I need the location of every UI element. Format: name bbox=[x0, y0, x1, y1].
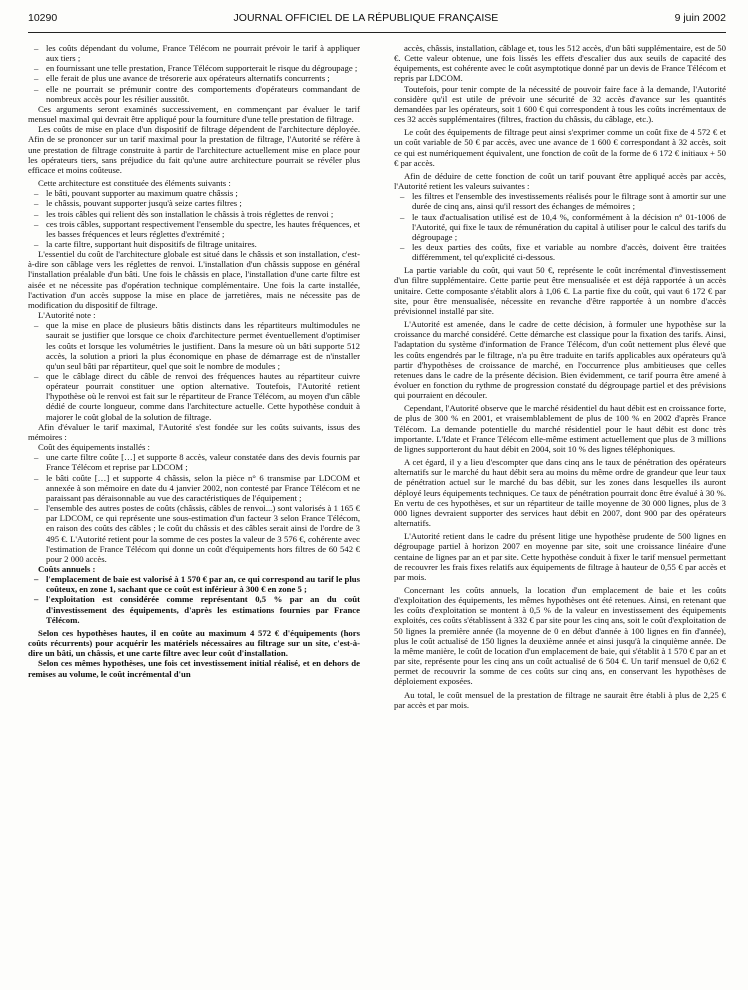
authority-notes-list bbox=[28, 320, 360, 422]
paragraph: Cependant, l'Autorité observe que le marché résidentiel du haut débit est en croissance forte, de plus de 300 % en 2001, et vraisemblablement de plus de 100 % en 2002 d'après France Télécom. La demande potentielle du marché résidentiel pour le haut débit est donc très importante. L'Idate et France Télécom elle-même estiment actuellement que plus de 3 millions de lignes supporteront du haut débit en 2004, soit 10 % des lignes téléphoniques. bbox=[394, 403, 726, 454]
list-item: – que la mise en place de plusieurs bâtis distincts dans les répartiteurs multimodules ne saurait se justifier que lorsque ce choix d'architecture permet éventuellement d'optimiser les coûts et lorsque les volumétries le justifient. Dans la mesure où un bâti supporte 512 accès, la solution a priori la plus économique en phase de démarrage est de n'installer qu'un seul bâti par répartiteur, quel que soit le nombre de modules ; bbox=[46, 320, 360, 371]
list-item: – le bâti coûte […] et supporte 4 châssis, selon la pièce n° 6 transmise par LDCOM et annexée à son mémoire en date du 4 janvier 2002, non contesté par France Télécom et ne paraissant pas déraisonnable au vue des caractéristiques de l'équipement ; bbox=[46, 473, 360, 503]
paragraph: Les coûts de mise en place d'un dispositif de filtrage dépendent de l'architecture déployée. Afin de se prononcer sur un tarif maximal pour la prestation de filtrage, l'Autorité se réfère à une prestation de filtrage construite à partir de l'architecture actuellement mise en place pour les opérateurs tiers, sans préjudice du fait qu'une autre architecture pourrait se révéler plus efficace et moins coûteuse. bbox=[28, 124, 360, 175]
paragraph: Cette architecture est constituée des éléments suivants : bbox=[38, 178, 231, 189]
list-item: – l'exploitation est considérée comme représentant 0,5 % par an du coût d'investissement des équipements, d'après les estimations fournies par France Télécom. bbox=[46, 594, 360, 624]
paragraph: accès, châssis, installation, câblage et, tous les 512 accès, d'un bâti supplémentaire, est de 50 €. Cette valeur obtenue, une fois lissés les effets d'escalier dus aux seuils de capacité des équipements, est cohérente avec le coût asymptotique donné par un devis de France Télécom et repris par LDCOM. bbox=[394, 43, 726, 84]
architecture-list bbox=[28, 188, 360, 249]
retained-values-list bbox=[394, 191, 726, 262]
list-item: – elle ferait de plus une avance de trésorerie aux opérateurs alternatifs concurrents ; bbox=[46, 73, 360, 83]
paragraph: L'essentiel du coût de l'architecture globale est situé dans le châssis et son installation, c'est-à-dire son câblage vers les réglettes de renvoi. L'installation d'un châssis suppose en général l'installation préalable d'un bâti. Une fois le châssis en place, l'installation d'une carte filtre est aisée et ne nécessite pas d'opération technique complémentaire. Une fois la carte installée, l'activation d'un accès suppose la mise en place de jarretières, mais ne nécessite pas de modification du dispositif de filtrage. bbox=[28, 249, 360, 310]
page-number: 10290 bbox=[28, 12, 58, 24]
paragraph: Concernant les coûts annuels, la location d'un emplacement de baie et les coûts d'exploitation des équipements, les mêmes hypothèses ont été retenues. Ainsi, en retenant que les coûts d'exploitation se montent à 0,5 % de la valeur en investissement des équipements exploités, ces coûts s'établissent à 332 € par site pour les cinq ans, soit le coût d'exploitation de 50 lignes la première année (la moyenne de 0 en début d'année à 100 lignes en fin d'année), plus le coût actualisé de 150 lignes la deuxième année et ainsi jusqu'à la cinquième année. De la même manière, le coût de location d'un emplacement de baie, qui s'établit à 1 570 € par an et par site, représente pour les cinq ans un coût actualisé de 6 504 €. Un tarif mensuel de 0,62 € permet de recouvrir la somme de ces coûts sur cinq ans, en conservant les hypothèses de déploiement exposées. bbox=[394, 584, 726, 687]
paragraph: L'Autorité est amenée, dans le cadre de cette décision, à formuler une hypothèse sur la croissance du marché considéré. Cette démarche est classique pour la fixation des tarifs. Ainsi, l'adaptation du système d'information de France Télécom, d'un coût nettement plus élevé que les coûts engendrés par le filtrage, n'a pu être traduite en tarifs applicables aux opérateurs qu'à partir d'hypothèses de croissance de marché, en l'occurrence plus ambitieuses que celles retenues dans le cadre de la présente décision. Bien évidemment, ce tarif pourra être amené à évoluer en fonction du rythme de progression constaté du dégroupage partiel et des prévisions qui pourraient en découler. bbox=[394, 319, 726, 401]
page-header bbox=[28, 12, 726, 33]
text-columns bbox=[28, 43, 726, 710]
paragraph: Afin d'évaluer le tarif maximal, l'Autorité s'est fondée sur les coûts suivants, issus des mémoires : bbox=[28, 421, 360, 442]
journal-title: JOURNAL OFFICIEL DE LA RÉPUBLIQUE FRANÇAISE bbox=[233, 12, 499, 24]
list-item: – le bâti, pouvant supporter au maximum quatre châssis ; bbox=[46, 188, 360, 198]
list-item: – en fournissant une telle prestation, France Télécom supporterait le risque du dégroupage ; bbox=[46, 63, 360, 73]
list-item: – la carte filtre, supportant huit dispositifs de filtrage unitaires. bbox=[46, 239, 360, 249]
paragraph: Selon ces mêmes hypothèses, une fois cet investissement initial réalisé, et en dehors de remises au volume, le coût incrémental d'un bbox=[28, 658, 360, 679]
list-item: – que le câblage direct du câble de renvoi des fréquences hautes au répartiteur cuivre opérateur pourrait constituer une option alternative. Toutefois, l'Autorité retient l'hypothèse où le renvoi est fait sur le répartiteur de France Télécom, au moyen d'un câble dédié de courte longueur, comme dans l'architecture actuelle. Cette hypothèse conduit à majorer le coût global de la solution de filtrage. bbox=[46, 371, 360, 422]
paragraph: Le coût des équipements de filtrage peut ainsi s'exprimer comme un coût fixe de 4 572 € et un coût variable de 50 € par accès, avec une avance de 1 600 € correspondant à 32 accès, soit ce qui est numériquement équivalent, une fonction de coût de la forme de 6 172 € initiaux + 50 € par accès. bbox=[394, 127, 726, 168]
list-item: – le châssis, pouvant supporter jusqu'à seize cartes filtres ; bbox=[46, 198, 360, 208]
paragraph: Coûts annuels : bbox=[38, 563, 96, 574]
publication-date: 9 juin 2002 bbox=[674, 12, 726, 24]
list-item: – l'emplacement de baie est valorisé à 1 570 € par an, ce qui correspond au tarif le plus coûteux, en zone 1, sachant que ce coût est inférieur à 300 € en zone 5 ; bbox=[46, 574, 360, 594]
list-item: – elle ne pourrait se prémunir contre des comportements d'opérateurs commandant de nombreux accès pour les résilier aussitôt. bbox=[46, 84, 360, 104]
equipment-costs-list bbox=[28, 452, 360, 564]
list-item: – une carte filtre coûte […] et supporte 8 accès, valeur constatée dans des devis fournis par France Télécom et reprise par LDCOM ; bbox=[46, 452, 360, 472]
list-item: – les filtres et l'ensemble des investissements réalisés pour le filtrage sont à amortir sur une durée de cinq ans, ainsi qu'il ressort des échanges de mémoires ; bbox=[412, 191, 726, 211]
paragraph: L'Autorité note : bbox=[38, 310, 96, 321]
paragraph: Au total, le coût mensuel de la prestation de filtrage ne saurait être établi à plus de 2,25 € par accès et par mois. bbox=[394, 689, 726, 710]
list-item: – les coûts dépendant du volume, France Télécom ne pourrait prévoir le tarif à appliquer aux tiers ; bbox=[46, 43, 360, 63]
paragraph: Afin de déduire de cette fonction de coût un tarif pouvant être appliqué accès par accès, l'Autorité retient les valeurs suivantes : bbox=[394, 170, 726, 192]
paragraph: Selon ces hypothèses hautes, il en coûte au maximum 4 572 € d'équipements (hors coûts récurrents) pour acquérir les matériels nécessaires au filtrage sur un site, c'est-à-dire un bâti, un châssis, et une carte filtre avec leur coût d'installation. bbox=[28, 627, 360, 659]
list-item: – ces trois câbles, supportant respectivement l'ensemble du spectre, les hautes fréquences, et les basses fréquences et leurs réglettes d'extrémité ; bbox=[46, 219, 360, 239]
objections-list bbox=[28, 43, 360, 104]
right-column bbox=[394, 43, 726, 710]
paragraph: Ces arguments seront examinés successivement, en commençant par évaluer le tarif mensuel maximal qui devrait être appliqué pour la fourniture d'une telle prestation de filtrage. bbox=[28, 103, 360, 125]
paragraph: Coût des équipements installés : bbox=[38, 442, 150, 453]
paragraph: L'Autorité retient dans le cadre du présent litige une hypothèse prudente de 500 lignes en dégroupage partiel à horizon 2007 en moyenne par site, soit une croissance linéaire d'une centaine de lignes par an et par site. Cette hypothèse conduit à fixer le tarif mensuel permettant de recouvrer les frais fixes relatifs aux équipements de filtrage à hauteur de 0,55 € par accès et par mois. bbox=[394, 531, 726, 582]
left-column bbox=[28, 43, 360, 710]
paragraph: A cet égard, il y a lieu d'escompter que dans cinq ans le taux de pénétration des opérateurs alternatifs sur le marché du haut débit sera au moins du même ordre de grandeur que leur taux de pénétration actuel sur le marché du bas débit, sur les zones dans lesquelles ils auront déployé leurs équipements techniques. Ce taux de pénétration pourrait donc être évalué à 30 %. En vertu de ces hypothèses, et sur un répartiteur de taille moyenne de 30 000 lignes, plus de 3 000 lignes devraient supporter des services haut débit en 2007, dont 900 par des opérateurs alternatifs. bbox=[394, 457, 726, 529]
annual-costs-list bbox=[28, 574, 360, 625]
paragraph: Toutefois, pour tenir compte de la nécessité de pouvoir faire face à la demande, l'Autorité considère qu'il est utile de prévoir une sécurité de 32 accès d'avance sur les quantités demandées par les opérateurs, soit 1 600 € qui correspondent à tous les coûts incrémentaux de ces 32 accès supplémentaires (filtres, fraction du châssis, du câblage, etc.). bbox=[394, 83, 726, 125]
list-item: – les trois câbles qui relient dès son installation le châssis à trois réglettes de renvoi ; bbox=[46, 209, 360, 219]
list-item: – les deux parties des coûts, fixe et variable au nombre d'accès, doivent être traitées différemment, tel qu'explicité ci-dessous. bbox=[412, 242, 726, 262]
paragraph: La partie variable du coût, qui vaut 50 €, représente le coût incrémental d'investissement d'un filtre supplémentaire. Cette partie peut être mensualisée et est déjà rapportée à un accès unitaire. Cette composante s'établit alors à 1,06 €. La partie fixe du coût, qui vaut 6 172 € par site, pour être mensualisée, nécessite en revanche d'être rapportée à un nombre d'accès prévisionnel installé par site. bbox=[394, 265, 726, 316]
list-item: – le taux d'actualisation utilisé est de 10,4 %, conformément à la décision n° 01-1006 de l'Autorité, qui fixe le taux de rémunération du capital à utiliser pour le calcul des tarifs du dégroupage ; bbox=[412, 212, 726, 242]
list-item: – l'ensemble des autres postes de coûts (châssis, câbles de renvoi...) sont valorisés à 1 165 € par LDCOM, ce qui représente une sous-estimation d'un facteur 3 selon France Télécom, en raison des coûts des câbles ; le coût du châssis et des câbles serait ainsi de l'ordre de 3 495 €. L'Autorité retient pour la somme de ces postes la valeur de 3 576 €, cohérente avec l'estimation de France Télécom qui donne un coût d'équipements hors filtres de 60 542 € pour 2 000 accès. bbox=[46, 503, 360, 564]
